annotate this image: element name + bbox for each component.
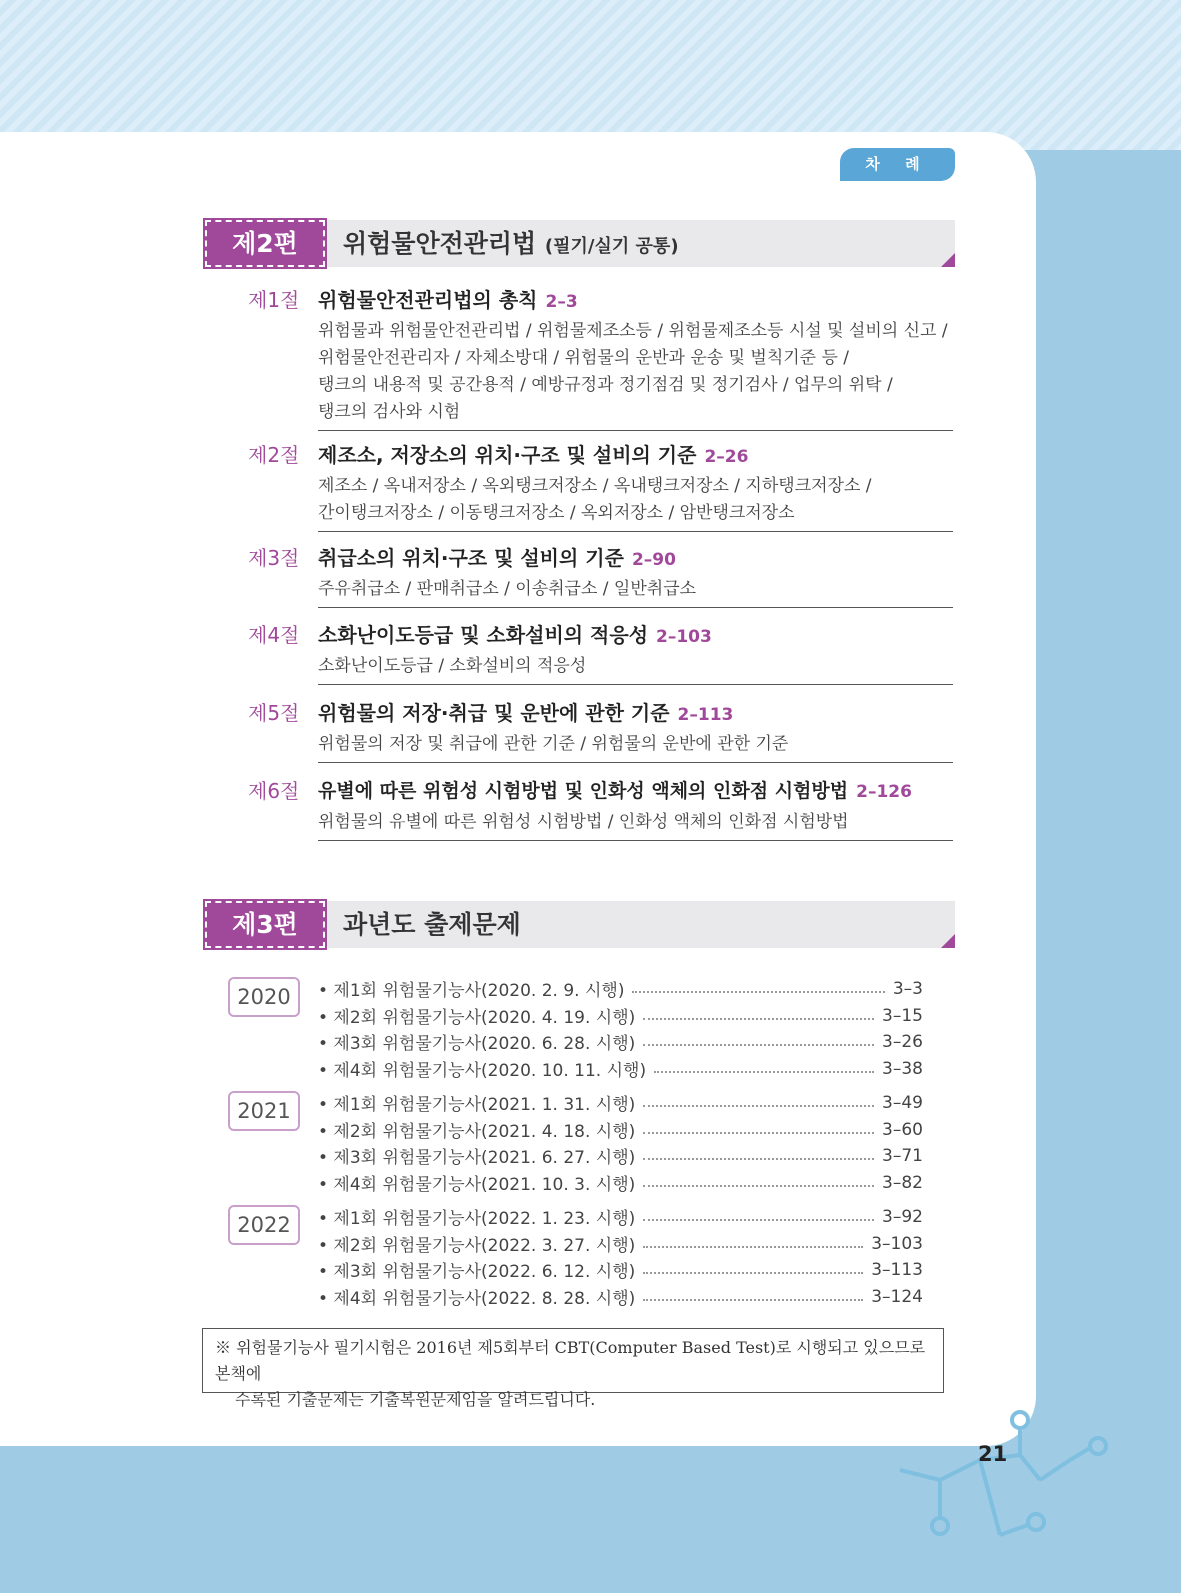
section-page: 2–113 bbox=[677, 705, 734, 725]
section-2 bbox=[248, 437, 953, 532]
section-number: 제2절 bbox=[248, 443, 300, 467]
exam-entry bbox=[318, 975, 923, 1002]
exam-page: 3–103 bbox=[871, 1233, 923, 1254]
exam-page: 3–113 bbox=[871, 1259, 923, 1280]
exam-title: • 제1회 위험물기능사(2022. 1. 23. 시행) bbox=[318, 1209, 636, 1229]
exam-title: • 제4회 위험물기능사(2022. 8. 28. 시행) bbox=[318, 1289, 636, 1309]
leader-dots bbox=[632, 991, 884, 993]
leader-dots bbox=[643, 1185, 874, 1187]
year-badge-2022: 2022 bbox=[228, 1205, 300, 1245]
notice-line: 수록된 기출문제는 기출복원문제임을 알려드립니다. bbox=[235, 1390, 596, 1409]
section-title bbox=[318, 617, 712, 655]
section-5 bbox=[248, 695, 953, 763]
section-topics bbox=[318, 653, 953, 685]
section-1 bbox=[248, 282, 953, 431]
topic-line: 위험물의 저장 및 취급에 관한 기준 / 위험물의 운반에 관한 기준 bbox=[318, 734, 789, 754]
section-title bbox=[318, 695, 733, 733]
exam-title: • 제1회 위험물기능사(2020. 2. 9. 시행) bbox=[318, 981, 625, 1001]
topic-line: 위험물의 유별에 따른 위험성 시험방법 / 인화성 액체의 인화점 시험방법 bbox=[318, 812, 849, 832]
topic-line: 주유취급소 / 판매취급소 / 이송취급소 / 일반취급소 bbox=[318, 579, 697, 599]
section-head bbox=[248, 617, 953, 653]
section-3 bbox=[248, 540, 953, 608]
exam-entry bbox=[318, 1230, 923, 1257]
leader-dots bbox=[643, 1246, 863, 1248]
exam-entry bbox=[318, 1116, 923, 1143]
part-header-2 bbox=[205, 220, 955, 267]
exam-page: 3–92 bbox=[882, 1206, 923, 1227]
section-head bbox=[248, 695, 953, 731]
section-6 bbox=[248, 773, 953, 841]
exam-title: • 제4회 위험물기능사(2021. 10. 3. 시행) bbox=[318, 1175, 636, 1195]
topic-line: 위험물과 위험물안전관리법 / 위험물제조소등 / 위험물제조소등 시설 및 설비의 신고 / bbox=[318, 321, 948, 341]
section-number: 제4절 bbox=[248, 623, 300, 647]
notice-box bbox=[202, 1328, 944, 1409]
part-label: 제3편 bbox=[205, 901, 325, 948]
exam-page: 3–26 bbox=[882, 1031, 923, 1052]
topic-line: 위험물안전관리자 / 자체소방대 / 위험물의 운반과 운송 및 벌칙기준 등 / bbox=[318, 348, 850, 368]
topic-line: 탱크의 검사와 시험 bbox=[318, 402, 461, 422]
section-title-text: 유별에 따른 위험성 시험방법 및 인화성 액체의 인화점 시험방법 bbox=[318, 780, 849, 802]
exam-entry bbox=[318, 1203, 923, 1230]
year-badge-2021: 2021 bbox=[228, 1091, 300, 1131]
section-topics bbox=[318, 473, 953, 532]
exam-title: • 제3회 위험물기능사(2021. 6. 27. 시행) bbox=[318, 1148, 636, 1168]
exam-page: 3–82 bbox=[882, 1172, 923, 1193]
part-title-main: 위험물안전관리법 bbox=[343, 229, 537, 258]
toc-tab: 차 례 bbox=[840, 148, 955, 181]
section-head bbox=[248, 282, 953, 318]
section-topics bbox=[318, 731, 953, 763]
page-number: 21 bbox=[978, 1442, 1008, 1466]
exam-entry bbox=[318, 1169, 923, 1196]
part-title-main: 과년도 출제문제 bbox=[343, 910, 521, 939]
section-page: 2–90 bbox=[631, 550, 676, 570]
section-title-text: 소화난이도등급 및 소화설비의 적응성 bbox=[318, 623, 649, 647]
section-head bbox=[248, 437, 953, 473]
section-page: 2–103 bbox=[656, 627, 712, 647]
exam-page: 3–38 bbox=[882, 1058, 923, 1079]
section-head bbox=[248, 540, 953, 576]
section-title-text: 위험물안전관리법의 총칙 bbox=[318, 288, 538, 312]
leader-dots bbox=[643, 1044, 874, 1046]
exam-page: 3–71 bbox=[882, 1145, 923, 1166]
section-number: 제5절 bbox=[248, 701, 300, 725]
section-title-text: 제조소, 저장소의 위치·구조 및 설비의 기준 bbox=[318, 443, 697, 467]
exam-title: • 제3회 위험물기능사(2020. 6. 28. 시행) bbox=[318, 1034, 636, 1054]
topic-line: 제조소 / 옥내저장소 / 옥외탱크저장소 / 옥내탱크저장소 / 지하탱크저장소 / bbox=[318, 476, 872, 496]
exam-entry bbox=[318, 1028, 923, 1055]
exam-title: • 제3회 위험물기능사(2022. 6. 12. 시행) bbox=[318, 1262, 636, 1282]
topic-line: 간이탱크저장소 / 이동탱크저장소 / 옥외저장소 / 암반탱크저장소 bbox=[318, 503, 795, 523]
notice-line: ※ 위험물기능사 필기시험은 2016년 제5회부터 CBT(Computer Based Test)로 시행되고 있으므로 본책에 bbox=[215, 1338, 926, 1383]
section-topics bbox=[318, 576, 953, 608]
section-title-text: 취급소의 위치·구조 및 설비의 기준 bbox=[318, 546, 624, 570]
exam-title: • 제2회 위험물기능사(2020. 4. 19. 시행) bbox=[318, 1008, 636, 1028]
section-title bbox=[318, 773, 912, 810]
part-title bbox=[343, 220, 679, 267]
exam-title: • 제4회 위험물기능사(2020. 10. 11. 시행) bbox=[318, 1061, 647, 1081]
section-4 bbox=[248, 617, 953, 685]
section-number: 제1절 bbox=[248, 288, 300, 312]
exam-entry bbox=[318, 1256, 923, 1283]
section-page: 2–126 bbox=[856, 782, 912, 802]
section-title bbox=[318, 282, 578, 320]
section-page: 2–26 bbox=[704, 447, 749, 467]
exam-page: 3–124 bbox=[871, 1286, 923, 1307]
exam-entry bbox=[318, 1089, 923, 1116]
exam-title: • 제2회 위험물기능사(2022. 3. 27. 시행) bbox=[318, 1236, 636, 1256]
year-badge-2020: 2020 bbox=[228, 977, 300, 1017]
exam-page: 3–15 bbox=[882, 1005, 923, 1026]
section-title bbox=[318, 437, 748, 475]
leader-dots bbox=[643, 1272, 863, 1274]
leader-dots bbox=[643, 1105, 874, 1107]
leader-dots bbox=[643, 1299, 863, 1301]
leader-dots bbox=[643, 1158, 874, 1160]
part-header-3 bbox=[205, 901, 955, 948]
exam-page: 3–3 bbox=[892, 978, 923, 999]
topic-line: 탱크의 내용적 및 공간용적 / 예방규정과 정기점검 및 정기검사 / 업무의 위탁 / bbox=[318, 375, 893, 395]
exam-page: 3–49 bbox=[882, 1092, 923, 1113]
leader-dots bbox=[643, 1219, 874, 1221]
part-label: 제2편 bbox=[205, 220, 325, 267]
top-striped-band bbox=[0, 0, 1181, 150]
section-title bbox=[318, 540, 676, 578]
part-title bbox=[343, 901, 521, 948]
exam-page: 3–60 bbox=[882, 1119, 923, 1140]
corner-triangle-icon bbox=[941, 934, 955, 948]
topic-line: 소화난이도등급 / 소화설비의 적응성 bbox=[318, 656, 587, 676]
exam-entry bbox=[318, 1002, 923, 1029]
section-topics bbox=[318, 809, 953, 841]
exam-entry bbox=[318, 1283, 923, 1310]
section-head bbox=[248, 773, 953, 809]
molecule-decoration-icon bbox=[880, 1400, 1120, 1570]
section-page: 2–3 bbox=[545, 292, 578, 312]
section-number: 제3절 bbox=[248, 546, 300, 570]
part-subtitle: (필기/실기 공통) bbox=[544, 236, 679, 257]
exam-title: • 제2회 위험물기능사(2021. 4. 18. 시행) bbox=[318, 1122, 636, 1142]
leader-dots bbox=[643, 1132, 874, 1134]
exam-entry bbox=[318, 1142, 923, 1169]
leader-dots bbox=[643, 1018, 874, 1020]
corner-triangle-icon bbox=[941, 253, 955, 267]
section-number: 제6절 bbox=[248, 779, 300, 803]
section-topics bbox=[318, 318, 953, 431]
exam-entry bbox=[318, 1055, 923, 1082]
section-title-text: 위험물의 저장·취급 및 운반에 관한 기준 bbox=[318, 701, 670, 725]
leader-dots bbox=[654, 1071, 874, 1073]
exam-title: • 제1회 위험물기능사(2021. 1. 31. 시행) bbox=[318, 1095, 636, 1115]
